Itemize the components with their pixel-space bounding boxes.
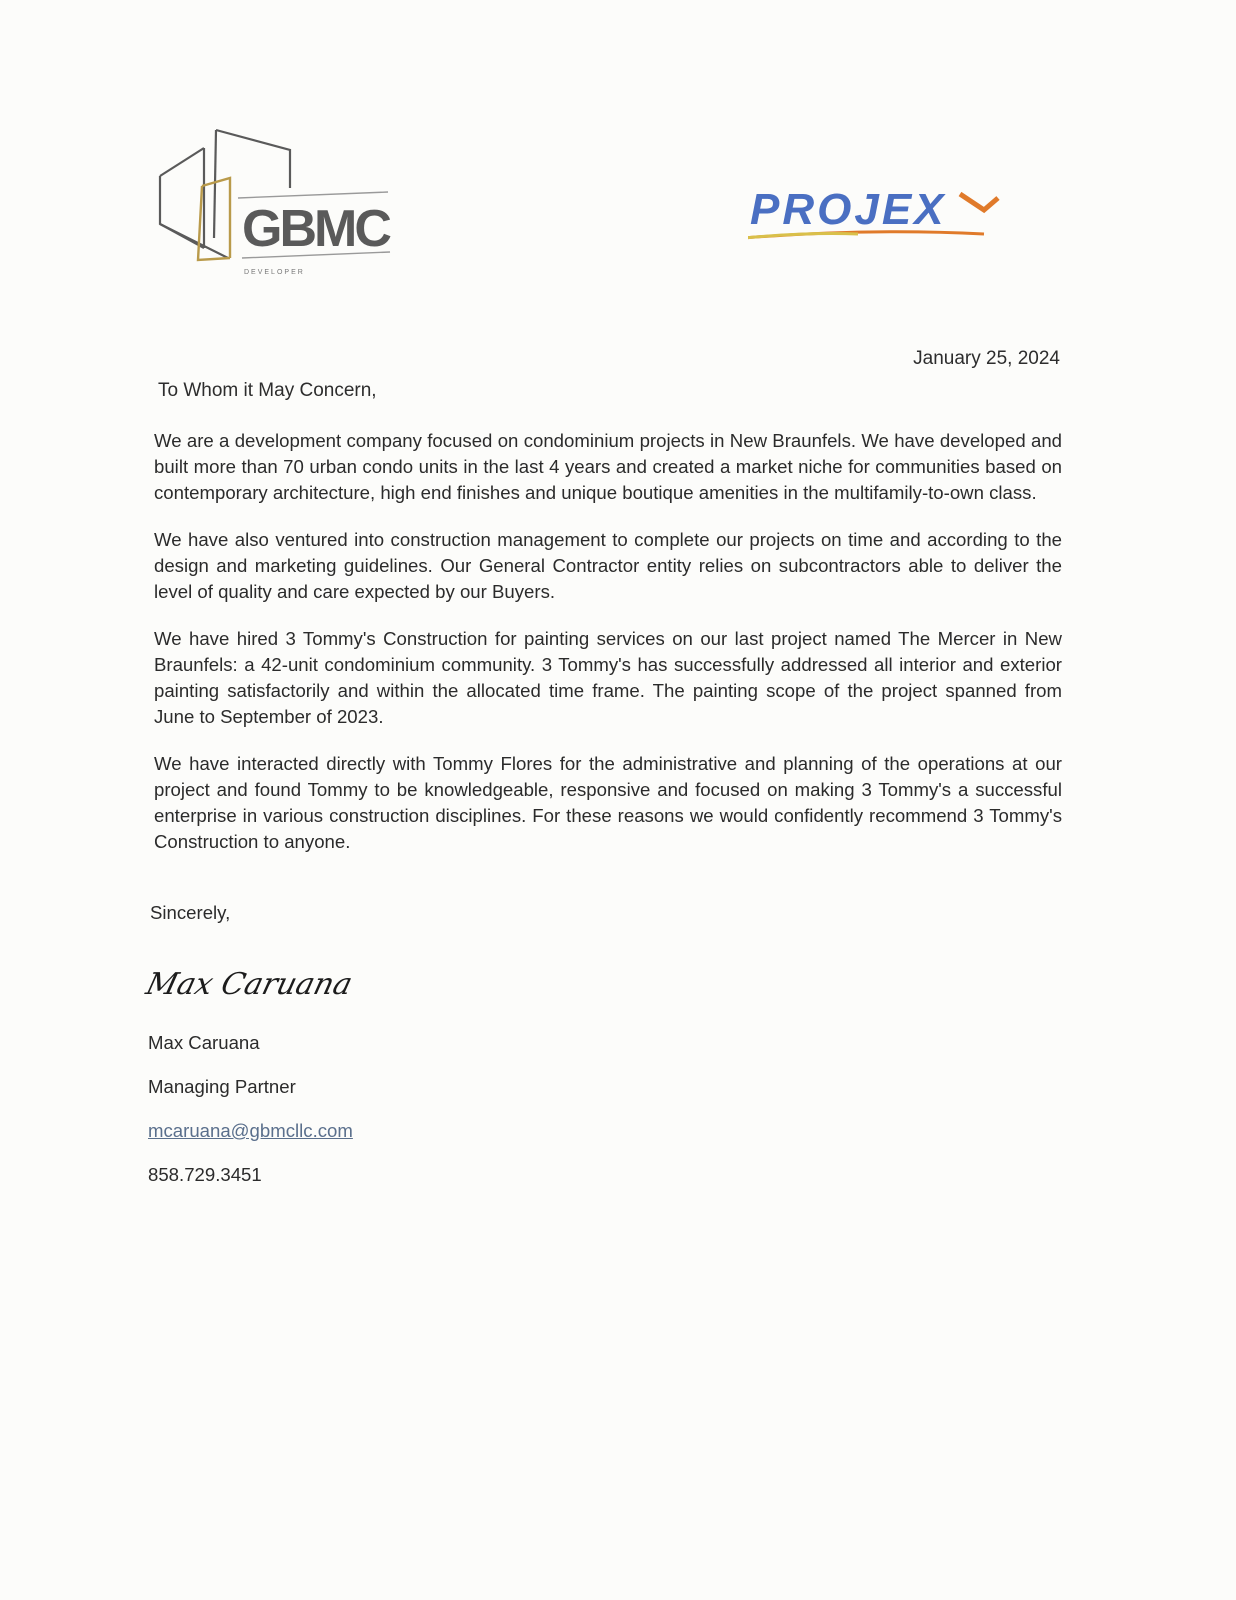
gbmc-logo-subtext: DEVELOPER — [244, 269, 305, 276]
projex-logo-text: PROJEX — [750, 185, 947, 234]
signer-name: Max Caruana — [148, 1032, 260, 1053]
handwritten-signature — [142, 956, 372, 1012]
signature-block — [148, 1030, 353, 1206]
body-paragraph: We have interacted directly with Tommy Flores for the administrative and planning of the operations at our project and found Tommy to be knowledgeable, responsive and focused on making 3 Tommy's a successful enterprise in various construction disciplines. For these reasons we would confidently recommend 3 Tommy's Construction to anyone. — [154, 753, 1062, 852]
salutation: To Whom it May Concern, — [158, 380, 377, 401]
body-paragraph: We have also ventured into construction management to complete our projects on time and according to the design and marketing guidelines. Our General Contractor entity relies on subcontractors able to deliver the level of quality and care expected by our Buyers. — [154, 529, 1062, 602]
signer-title: Managing Partner — [148, 1076, 296, 1097]
projex-logo — [748, 180, 1008, 250]
letter-body — [154, 428, 1062, 876]
body-paragraph: We are a development company focused on condominium projects in New Braunfels. We have developed and built more than 70 urban condo units in the last 4 years and created a market niche for communities based on contemporary architecture, high end finishes and unique boutique amenities in the multifamily-to-own class. — [154, 430, 1062, 503]
gbmc-logo-text: GBMC — [242, 200, 389, 258]
gbmc-logo — [158, 128, 398, 278]
signer-email-link[interactable]: mcaruana@gbmcllc.com — [148, 1120, 353, 1141]
letter-date: January 25, 2024 — [913, 348, 1060, 369]
signature-text: Max Caruana — [142, 967, 356, 1002]
body-paragraph: We have hired 3 Tommy's Construction for painting services on our last project named The Mercer in New Braunfels: a 42-unit condominium community. 3 Tommy's has successfully addressed all interior and exterior painting satisfactorily and within the allocated time frame. The painting scope of the project spanned from June to September of 2023. — [154, 628, 1062, 727]
signer-phone: 858.729.3451 — [148, 1164, 262, 1185]
closing: Sincerely, — [150, 902, 231, 923]
